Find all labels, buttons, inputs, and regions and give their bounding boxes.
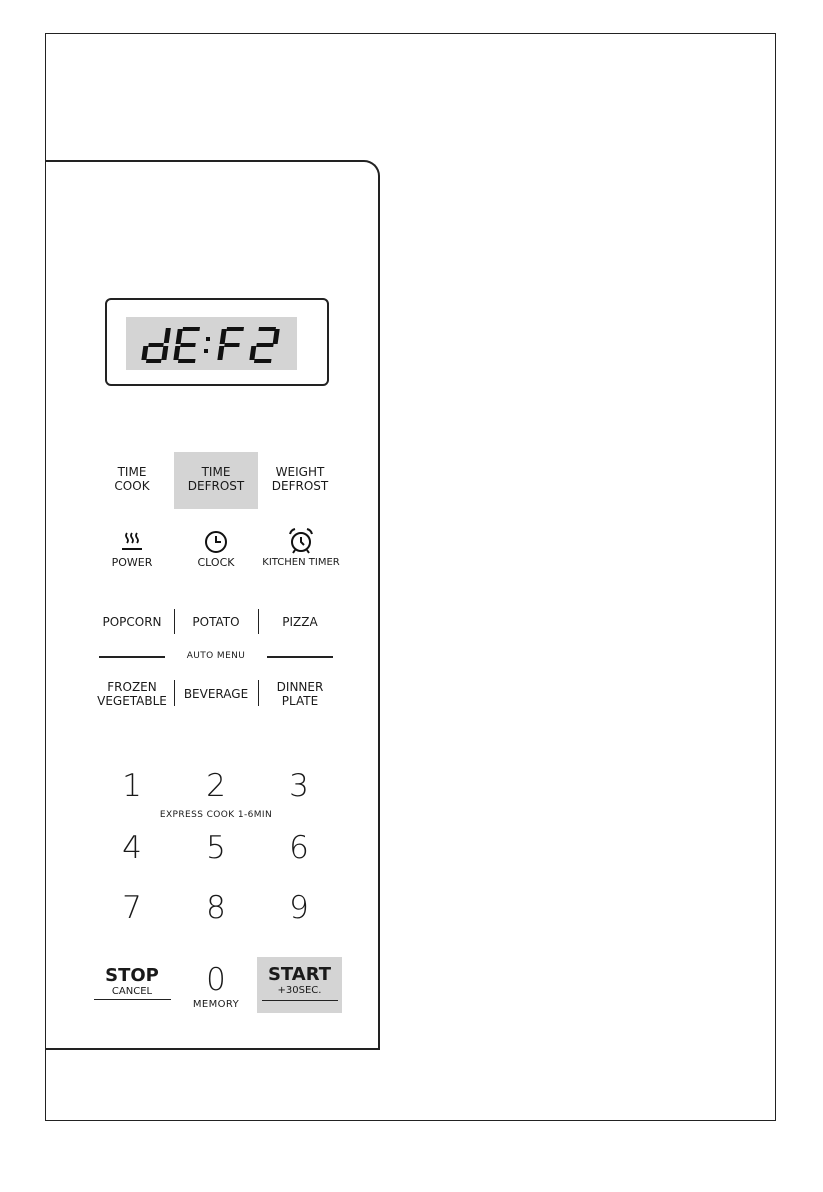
frozen-vegetable-line2: VEGETABLE: [97, 694, 167, 708]
auto-menu-rule-left: [99, 656, 165, 658]
stop-underline: [94, 999, 171, 1000]
power-icon: [121, 530, 143, 552]
express-cook-label: EXPRESS COOK 1-6MIN: [159, 810, 273, 820]
divider: [258, 609, 259, 634]
memory-label: MEMORY: [192, 999, 240, 1010]
clock-button[interactable]: [180, 530, 252, 570]
digit-6-button[interactable]: 6: [289, 830, 309, 866]
power-label: POWER: [111, 556, 153, 569]
digit-2-button[interactable]: 2: [206, 768, 226, 804]
frozen-vegetable-line1: FROZEN: [107, 680, 157, 694]
time-defrost-line1: TIME: [201, 465, 231, 479]
stop-label: STOP: [105, 965, 159, 986]
popcorn-label: POPCORN: [102, 615, 162, 629]
stop-cancel-button[interactable]: [94, 966, 170, 998]
time-cook-button[interactable]: [100, 465, 164, 493]
clock-label: CLOCK: [197, 556, 235, 569]
digit-3-button[interactable]: 3: [289, 768, 309, 804]
lcd-display: [126, 317, 297, 370]
auto-menu-rule-right: [267, 656, 333, 658]
frozen-vegetable-button[interactable]: [92, 680, 172, 708]
weight-defrost-line2: DEFROST: [271, 479, 329, 493]
pizza-button[interactable]: [262, 615, 338, 629]
popcorn-button[interactable]: [96, 615, 168, 629]
pizza-label: PIZZA: [282, 615, 318, 629]
alarm-clock-icon: [287, 527, 315, 554]
beverage-label: BEVERAGE: [183, 687, 249, 701]
cancel-label: CANCEL: [111, 986, 153, 997]
digit-0-button[interactable]: 0: [206, 962, 226, 998]
dinner-plate-line2: PLATE: [281, 694, 319, 708]
start-button[interactable]: [257, 957, 342, 1013]
time-cook-line2: COOK: [114, 479, 150, 493]
digit-7-button[interactable]: 7: [122, 890, 142, 926]
power-button[interactable]: [96, 530, 168, 570]
divider: [258, 680, 259, 706]
start-underline: [262, 1000, 338, 1001]
digit-8-button[interactable]: 8: [206, 890, 226, 926]
clock-icon: [204, 530, 228, 554]
dinner-plate-button[interactable]: [262, 680, 338, 708]
time-cook-line1: TIME: [117, 465, 147, 479]
digit-4-button[interactable]: 4: [122, 830, 142, 866]
time-defrost-button[interactable]: [174, 452, 258, 509]
start-label: START: [267, 964, 332, 985]
beverage-button[interactable]: [178, 687, 254, 701]
weight-defrost-button[interactable]: [262, 465, 338, 493]
potato-button[interactable]: [178, 615, 254, 629]
divider: [174, 609, 175, 634]
weight-defrost-line1: WEIGHT: [275, 465, 325, 479]
auto-menu-label: AUTO MENU: [186, 651, 246, 661]
start-sub-label: +30SEC.: [277, 985, 322, 996]
potato-label: POTATO: [192, 615, 240, 629]
time-defrost-line2: DEFROST: [187, 479, 245, 493]
digit-1-button[interactable]: 1: [122, 768, 142, 804]
kitchen-timer-label: KITCHEN TIMER: [262, 557, 340, 568]
divider: [174, 680, 175, 706]
seven-segment-readout: [126, 317, 297, 370]
digit-5-button[interactable]: 5: [206, 830, 226, 866]
digit-9-button[interactable]: 9: [289, 890, 309, 926]
dinner-plate-line1: DINNER: [276, 680, 324, 694]
kitchen-timer-button[interactable]: [256, 527, 346, 570]
